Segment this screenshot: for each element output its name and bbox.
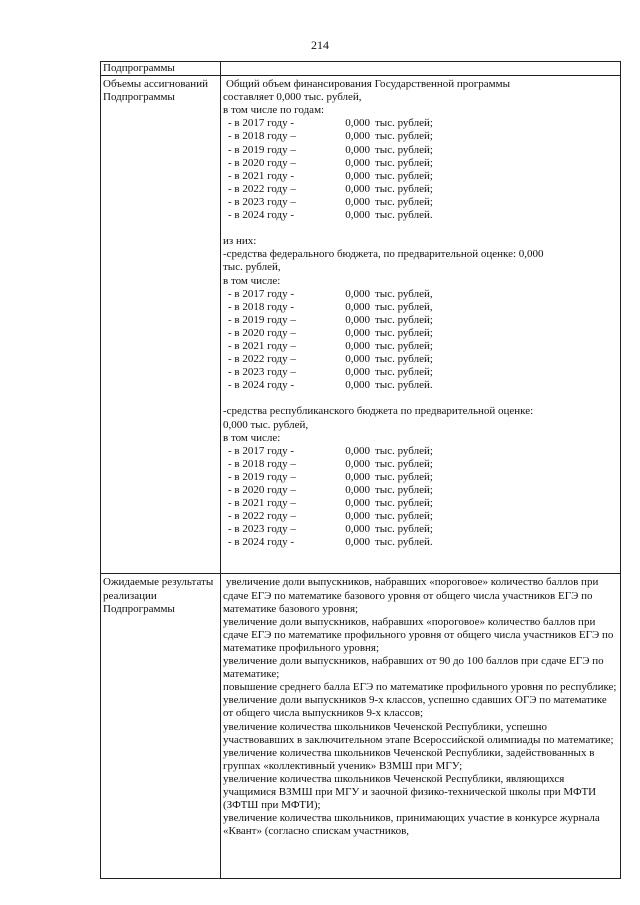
year-unit: тыс. рублей; — [375, 470, 433, 483]
year-label: - в 2024 году - — [228, 379, 295, 392]
year-row — [223, 445, 618, 458]
year-row — [223, 497, 618, 510]
year-unit: тыс. рублей; — [375, 169, 433, 182]
result-item: увеличение количества школьников Чеченской Республики, являющихся учащимися ВЗМШ при МГУ и заочной физико-технической школы при МФТИ (ЗФТШ при МФТИ); — [223, 772, 597, 812]
year-label: - в 2023 году – — [228, 366, 296, 379]
year-amount: 0,000 — [345, 484, 370, 496]
year-unit: тыс. рублей; — [375, 366, 433, 379]
year-label: - в 2018 году – — [228, 457, 296, 470]
year-row — [223, 510, 618, 523]
year-unit: тыс. рублей; — [375, 313, 433, 326]
year-amount: 0,000 — [345, 326, 370, 339]
year-unit: тыс. рублей; — [375, 339, 433, 352]
result-item: увеличение количества школьников Чеченской Республики, задействованных в группах «коллективный ученик» ВЗМШ при МГУ; — [223, 746, 595, 772]
year-unit: тыс. рублей; — [375, 457, 433, 470]
year-label: - в 2019 году – — [228, 313, 296, 326]
year-amount: 0,000 — [345, 287, 370, 300]
year-label: - в 2017 году - — [228, 287, 295, 300]
year-unit: тыс. рублей; — [375, 156, 433, 169]
result-item: увеличение доли выпускников, набравших «пороговое» количество баллов при сдаче ЕГЭ по математике профильного уровня от общего числа участников ЕГЭ по математике профильного уровня; — [223, 615, 614, 654]
year-amount: 0,000 — [345, 379, 370, 392]
year-label: - в 2023 году – — [228, 195, 296, 208]
year-unit: тыс. рублей. — [375, 379, 433, 392]
year-amount: 0,000 — [345, 497, 370, 510]
year-label: - в 2021 году - — [228, 169, 295, 182]
federal-year-list — [223, 288, 618, 393]
year-amount: 0,000 — [345, 195, 370, 208]
year-label: - в 2017 году - — [228, 117, 295, 130]
year-label: - в 2020 году – — [228, 484, 296, 496]
year-unit: тыс. рублей; — [375, 444, 433, 457]
year-amount: 0,000 — [345, 209, 370, 222]
year-amount: 0,000 — [345, 353, 370, 366]
year-label: - в 2020 году – — [228, 156, 296, 169]
year-label: - в 2020 году – — [228, 326, 296, 339]
year-unit: тыс. рублей; — [375, 117, 433, 130]
year-row — [223, 117, 618, 130]
year-unit: тыс. рублей; — [375, 195, 433, 208]
year-row — [223, 366, 618, 379]
table-row — [101, 574, 621, 879]
year-unit: тыс. рублей; — [375, 353, 433, 366]
funding-content — [221, 76, 621, 574]
results-content — [221, 574, 621, 879]
results-label: Ожидаемые результаты реализации Подпрограммы — [101, 574, 221, 879]
year-amount: 0,000 — [345, 536, 370, 549]
republic-total: 0,000 тыс. рублей, — [223, 418, 309, 431]
republic-incl-label: в том числе: — [223, 431, 281, 444]
program-passport-table — [100, 61, 621, 879]
federal-total: тыс. рублей, — [223, 261, 281, 274]
year-row — [223, 288, 618, 301]
year-row — [223, 327, 618, 340]
funding-label: Объемы ассигнований Подпрограммы — [101, 76, 221, 574]
year-amount: 0,000 — [345, 156, 370, 169]
year-row — [223, 301, 618, 314]
page-number: 214 — [311, 38, 329, 52]
year-amount: 0,000 — [345, 457, 370, 470]
year-amount: 0,000 — [345, 182, 370, 195]
federal-intro: -средства федерального бюджета, по предварительной оценке: 0,000 — [223, 248, 544, 261]
table-row — [101, 76, 621, 574]
year-label: - в 2022 году – — [228, 353, 296, 366]
year-label: - в 2024 году - — [228, 209, 295, 222]
year-amount: 0,000 — [345, 313, 370, 326]
year-label: - в 2022 году – — [228, 510, 296, 523]
year-row — [223, 379, 618, 392]
year-row — [223, 144, 618, 157]
year-row — [223, 340, 618, 353]
year-label: - в 2022 году – — [228, 182, 296, 195]
year-row — [223, 353, 618, 366]
year-row — [223, 314, 618, 327]
year-unit: тыс. рублей; — [375, 523, 433, 536]
total-year-list — [223, 117, 618, 222]
funding-total: составляет 0,000 тыс. рублей, — [223, 91, 362, 104]
year-row — [223, 536, 618, 549]
year-amount: 0,000 — [345, 523, 370, 536]
year-amount: 0,000 — [345, 510, 370, 523]
year-label: - в 2021 году – — [228, 339, 296, 352]
year-unit: тыс. рублей, — [375, 287, 433, 300]
year-label: - в 2023 году – — [228, 523, 296, 536]
year-label: - в 2018 году - — [228, 300, 295, 313]
federal-incl-label: в том числе: — [223, 274, 281, 287]
year-unit: тыс. рублей; — [375, 143, 433, 156]
year-amount: 0,000 — [345, 339, 370, 352]
year-row — [223, 458, 618, 471]
results-list — [223, 576, 618, 838]
row-label: Подпрограммы — [101, 62, 221, 76]
year-unit: тыс. рублей; — [375, 510, 433, 523]
year-amount: 0,000 — [345, 117, 370, 130]
result-item: увеличение количества школьников Чеченской Республики, успешно участвовавших в заключительном этапе Всероссийской олимпиады по математике; — [223, 720, 614, 746]
year-row — [223, 183, 618, 196]
year-unit: тыс. рублей; — [375, 497, 433, 510]
result-item: увеличение доли выпускников 9-х классов, успешно сдавших ОГЭ по математике от общего числа выпускников 9-х классов; — [223, 694, 607, 720]
year-row — [223, 484, 618, 497]
funding-intro: Общий объем финансирования Государственной программы — [226, 78, 510, 91]
year-unit: тыс. рублей; — [375, 484, 433, 496]
year-label: - в 2017 году - — [228, 444, 295, 457]
year-unit: тыс. рублей. — [375, 209, 433, 222]
year-row — [223, 209, 618, 222]
year-label: - в 2021 году – — [228, 497, 296, 510]
year-unit: тыс. рублей. — [375, 536, 433, 549]
year-amount: 0,000 — [345, 300, 370, 313]
year-row — [223, 130, 618, 143]
table-row — [101, 62, 621, 76]
year-amount: 0,000 — [345, 130, 370, 143]
year-row — [223, 196, 618, 209]
year-row — [223, 157, 618, 170]
year-unit: тыс. рублей, — [375, 300, 433, 313]
year-label: - в 2019 году – — [228, 143, 296, 156]
result-item: увеличение количества школьников, принимающих участие в конкурсе журнала «Квант» (согласно спискам участников, — [223, 812, 600, 838]
result-item: увеличение доли выпускников, набравших «пороговое» количество баллов при сдаче ЕГЭ по математике базового уровня от общего числа участников ЕГЭ по математике базового уровня; — [223, 576, 599, 615]
year-row — [223, 471, 618, 484]
result-item: увеличение доли выпускников, набравших от 90 до 100 баллов при сдаче ЕГЭ по математике; — [223, 655, 604, 681]
republic-intro: -средства республиканского бюджета по предварительной оценке: — [223, 405, 534, 418]
republic-year-list — [223, 445, 618, 550]
year-row — [223, 523, 618, 536]
year-amount: 0,000 — [345, 470, 370, 483]
year-amount: 0,000 — [345, 444, 370, 457]
year-amount: 0,000 — [345, 143, 370, 156]
year-amount: 0,000 — [345, 366, 370, 379]
result-item: повышение среднего балла ЕГЭ по математике профильного уровня по республике; — [223, 681, 617, 694]
year-label: - в 2019 году – — [228, 470, 296, 483]
row-value — [221, 62, 621, 76]
year-label: - в 2024 году - — [228, 536, 295, 549]
funding-by-years: в том числе по годам: — [223, 104, 325, 117]
year-row — [223, 170, 618, 183]
year-unit: тыс. рублей; — [375, 182, 433, 195]
year-amount: 0,000 — [345, 169, 370, 182]
year-label: - в 2018 году – — [228, 130, 296, 143]
of-them-label: из них: — [223, 235, 257, 248]
year-unit: тыс. рублей; — [375, 130, 433, 143]
year-unit: тыс. рублей; — [375, 326, 433, 339]
